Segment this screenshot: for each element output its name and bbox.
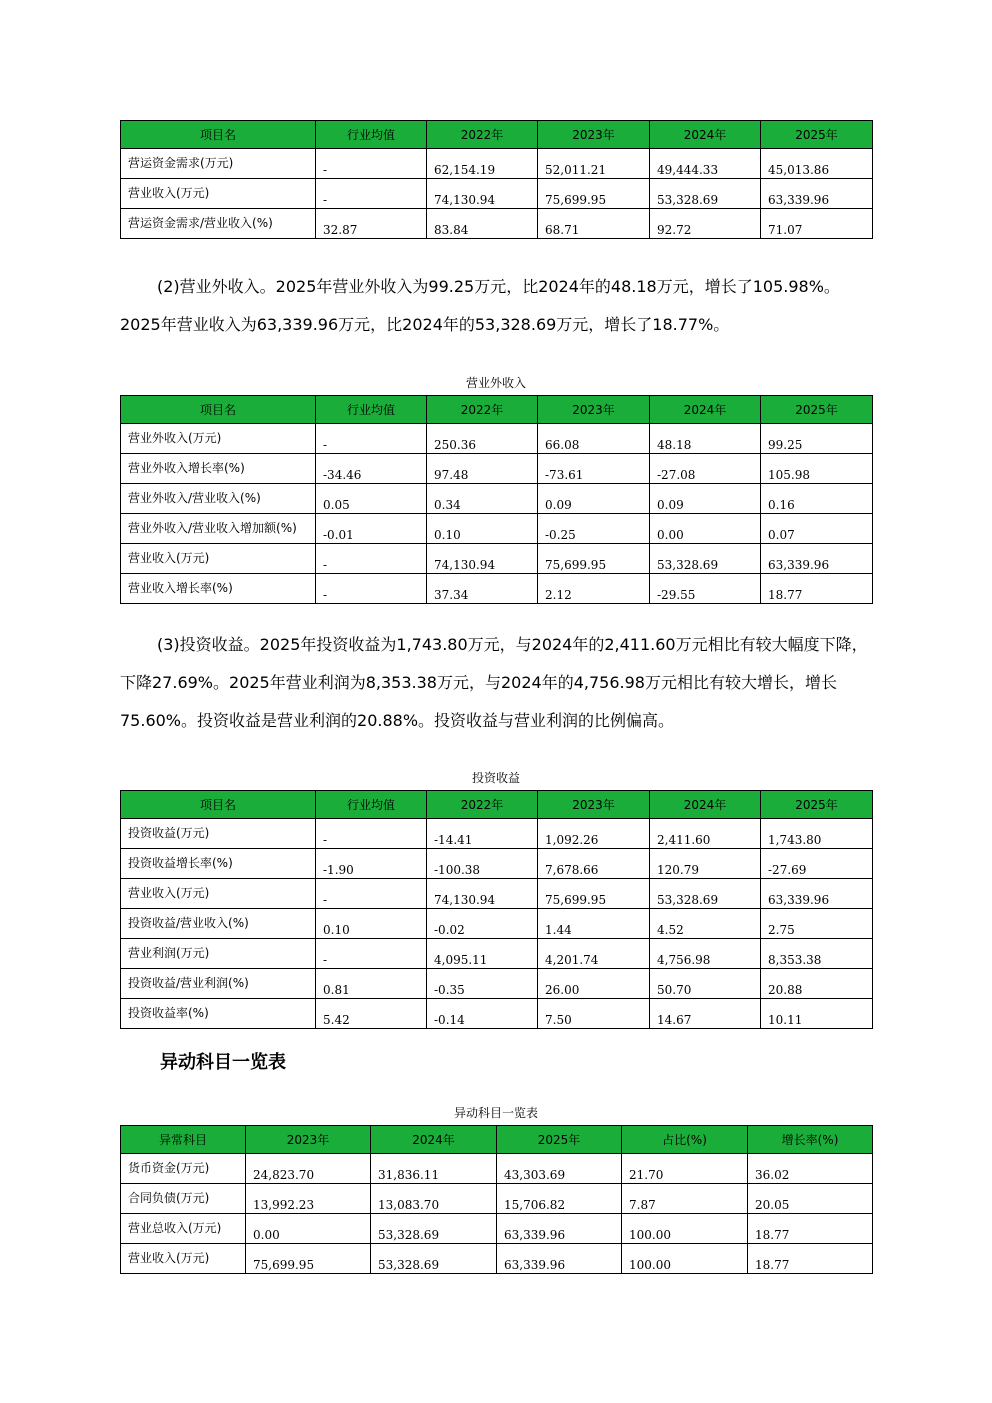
investment-income-table <box>120 790 873 1029</box>
value-cell: 43,303.69 <box>497 1154 622 1184</box>
value-cell: 7.50 <box>538 999 650 1029</box>
value-cell: -27.69 <box>761 849 873 879</box>
column-header: 行业均值 <box>316 791 427 819</box>
value-cell: 36.02 <box>748 1154 873 1184</box>
value-cell: - <box>316 879 427 909</box>
value-cell: -1.90 <box>316 849 427 879</box>
value-cell: 75,699.95 <box>538 179 650 209</box>
column-header: 项目名 <box>121 121 316 149</box>
value-cell: - <box>316 574 427 604</box>
value-cell: 21.70 <box>622 1154 748 1184</box>
value-cell: -73.61 <box>538 454 650 484</box>
row-label-cell: 营运资金需求(万元) <box>121 149 316 179</box>
value-cell: 74,130.94 <box>427 544 538 574</box>
value-cell: 53,328.69 <box>371 1214 497 1244</box>
table-row <box>121 849 873 879</box>
table-row <box>121 514 873 544</box>
value-cell: 74,130.94 <box>427 879 538 909</box>
value-cell: 4,201.74 <box>538 939 650 969</box>
value-cell: 100.00 <box>622 1214 748 1244</box>
value-cell: 18.77 <box>748 1244 873 1274</box>
value-cell: 2.12 <box>538 574 650 604</box>
row-label-cell: 营业收入(万元) <box>121 179 316 209</box>
value-cell: -0.01 <box>316 514 427 544</box>
value-cell: 53,328.69 <box>650 179 761 209</box>
value-cell: 31,836.11 <box>371 1154 497 1184</box>
table-caption-investment-income: 投资收益 <box>471 771 520 785</box>
table-header-row <box>121 396 873 424</box>
value-cell: 14.67 <box>650 999 761 1029</box>
value-cell: 100.00 <box>622 1244 748 1274</box>
value-cell: 52,011.21 <box>538 149 650 179</box>
table-header-row <box>121 1126 873 1154</box>
value-cell: - <box>316 939 427 969</box>
value-cell: 75,699.95 <box>538 544 650 574</box>
value-cell: 0.09 <box>538 484 650 514</box>
value-cell: 37.34 <box>427 574 538 604</box>
non-operating-income-table <box>120 395 873 604</box>
value-cell: 7,678.66 <box>538 849 650 879</box>
value-cell: 18.77 <box>748 1214 873 1244</box>
value-cell: 63,339.96 <box>761 179 873 209</box>
row-label-cell: 营业利润(万元) <box>121 939 316 969</box>
column-header: 2025年 <box>761 396 873 424</box>
column-header: 增长率(%) <box>748 1126 873 1154</box>
value-cell: -0.35 <box>427 969 538 999</box>
column-header: 2025年 <box>761 791 873 819</box>
value-cell: -27.08 <box>650 454 761 484</box>
paragraph-investment-income: (3)投资收益。2025年投资收益为1,743.80万元，与2024年的2,411.60万元相比有较大幅度下降，下降27.69%。2025年营业利润为8,353.38万元，与2024年的4,756.98万元相比有较大增长，增长75.60%。投资收益是营业利润的20.88%。投资收益与营业利润的比例偏高。 <box>120 635 868 730</box>
abnormal-items-table <box>120 1125 873 1274</box>
value-cell: 68.71 <box>538 209 650 239</box>
table-row <box>121 879 873 909</box>
row-label-cell: 投资收益/营业利润(%) <box>121 969 316 999</box>
value-cell: 45,013.86 <box>761 149 873 179</box>
value-cell: - <box>316 179 427 209</box>
table-row <box>121 909 873 939</box>
column-header: 2024年 <box>650 791 761 819</box>
value-cell: 0.81 <box>316 969 427 999</box>
value-cell: - <box>316 149 427 179</box>
value-cell: 99.25 <box>761 424 873 454</box>
table-row <box>121 939 873 969</box>
row-label-cell: 营业总收入(万元) <box>121 1214 246 1244</box>
row-label-cell: 营业外收入/营业收入(%) <box>121 484 316 514</box>
row-label-cell: 货币资金(万元) <box>121 1154 246 1184</box>
value-cell: 20.05 <box>748 1184 873 1214</box>
table-row <box>121 484 873 514</box>
value-cell: 92.72 <box>650 209 761 239</box>
value-cell: 8,353.38 <box>761 939 873 969</box>
column-header: 2024年 <box>371 1126 497 1154</box>
column-header: 2024年 <box>650 121 761 149</box>
value-cell: 63,339.96 <box>761 879 873 909</box>
row-label-cell: 营业收入(万元) <box>121 544 316 574</box>
row-label-cell: 投资收益增长率(%) <box>121 849 316 879</box>
value-cell: 63,339.96 <box>497 1244 622 1274</box>
paragraph-non-operating-income: (2)营业外收入。2025年营业外收入为99.25万元，比2024年的48.18万元，增长了105.98%。2025年营业收入为63,339.96万元，比2024年的53,328.69万元，增长了18.77%。 <box>120 277 840 334</box>
value-cell: - <box>316 819 427 849</box>
value-cell: 48.18 <box>650 424 761 454</box>
column-header: 项目名 <box>121 396 316 424</box>
column-header: 异常科目 <box>121 1126 246 1154</box>
row-label-cell: 营运资金需求/营业收入(%) <box>121 209 316 239</box>
table-row <box>121 1154 873 1184</box>
value-cell: 63,339.96 <box>497 1214 622 1244</box>
value-cell: 0.00 <box>650 514 761 544</box>
value-cell: 62,154.19 <box>427 149 538 179</box>
table-row <box>121 969 873 999</box>
value-cell: 250.36 <box>427 424 538 454</box>
column-header: 项目名 <box>121 791 316 819</box>
value-cell: - <box>316 424 427 454</box>
column-header: 行业均值 <box>316 121 427 149</box>
column-header: 2022年 <box>427 791 538 819</box>
value-cell: 0.00 <box>246 1214 371 1244</box>
value-cell: 0.10 <box>316 909 427 939</box>
value-cell: 26.00 <box>538 969 650 999</box>
value-cell: -14.41 <box>427 819 538 849</box>
column-header: 行业均值 <box>316 396 427 424</box>
value-cell: 32.87 <box>316 209 427 239</box>
value-cell: 75,699.95 <box>538 879 650 909</box>
column-header: 2022年 <box>427 396 538 424</box>
value-cell: 4.52 <box>650 909 761 939</box>
table-row <box>121 999 873 1029</box>
value-cell: 75,699.95 <box>246 1244 371 1274</box>
table-header-row <box>121 791 873 819</box>
row-label-cell: 营业收入增长率(%) <box>121 574 316 604</box>
column-header: 2023年 <box>538 791 650 819</box>
column-header: 2023年 <box>246 1126 371 1154</box>
value-cell: 83.84 <box>427 209 538 239</box>
value-cell: 66.08 <box>538 424 650 454</box>
value-cell: 0.10 <box>427 514 538 544</box>
value-cell: -100.38 <box>427 849 538 879</box>
table-row <box>121 209 873 239</box>
table-row <box>121 544 873 574</box>
row-label-cell: 营业外收入增长率(%) <box>121 454 316 484</box>
row-label-cell: 营业外收入/营业收入增加额(%) <box>121 514 316 544</box>
value-cell: 0.34 <box>427 484 538 514</box>
value-cell: 2,411.60 <box>650 819 761 849</box>
value-cell: -0.14 <box>427 999 538 1029</box>
value-cell: 24,823.70 <box>246 1154 371 1184</box>
value-cell: 63,339.96 <box>761 544 873 574</box>
value-cell: 71.07 <box>761 209 873 239</box>
value-cell: 18.77 <box>761 574 873 604</box>
value-cell: 4,095.11 <box>427 939 538 969</box>
value-cell: 0.16 <box>761 484 873 514</box>
column-header: 占比(%) <box>622 1126 748 1154</box>
table-row <box>121 1214 873 1244</box>
table-caption-abnormal-items: 异动科目一览表 <box>453 1106 538 1120</box>
value-cell: 7.87 <box>622 1184 748 1214</box>
value-cell: -0.02 <box>427 909 538 939</box>
row-label-cell: 投资收益/营业收入(%) <box>121 909 316 939</box>
table-header-row <box>121 121 873 149</box>
value-cell: 0.07 <box>761 514 873 544</box>
column-header: 2024年 <box>650 396 761 424</box>
value-cell: 1,092.26 <box>538 819 650 849</box>
value-cell: 74,130.94 <box>427 179 538 209</box>
value-cell: 2.75 <box>761 909 873 939</box>
value-cell: 13,992.23 <box>246 1184 371 1214</box>
row-label-cell: 投资收益(万元) <box>121 819 316 849</box>
row-label-cell: 营业收入(万元) <box>121 1244 246 1274</box>
value-cell: 1,743.80 <box>761 819 873 849</box>
column-header: 2023年 <box>538 121 650 149</box>
value-cell: 10.11 <box>761 999 873 1029</box>
row-label-cell: 合同负债(万元) <box>121 1184 246 1214</box>
table-caption-non-operating-income: 营业外收入 <box>465 376 526 390</box>
table-row <box>121 179 873 209</box>
table-row <box>121 149 873 179</box>
row-label-cell: 投资收益率(%) <box>121 999 316 1029</box>
value-cell: 49,444.33 <box>650 149 761 179</box>
value-cell: 120.79 <box>650 849 761 879</box>
column-header: 2025年 <box>497 1126 622 1154</box>
value-cell: -0.25 <box>538 514 650 544</box>
table-row <box>121 454 873 484</box>
value-cell: 53,328.69 <box>650 544 761 574</box>
table-row <box>121 574 873 604</box>
section-heading-abnormal-items: 异动科目一览表 <box>160 1052 286 1073</box>
value-cell: 0.05 <box>316 484 427 514</box>
value-cell: 0.09 <box>650 484 761 514</box>
value-cell: 1.44 <box>538 909 650 939</box>
value-cell: -29.55 <box>650 574 761 604</box>
column-header: 2023年 <box>538 396 650 424</box>
value-cell: 105.98 <box>761 454 873 484</box>
value-cell: 5.42 <box>316 999 427 1029</box>
value-cell: 53,328.69 <box>371 1244 497 1274</box>
column-header: 2025年 <box>761 121 873 149</box>
value-cell: 15,706.82 <box>497 1184 622 1214</box>
value-cell: 50.70 <box>650 969 761 999</box>
value-cell: 4,756.98 <box>650 939 761 969</box>
value-cell: -34.46 <box>316 454 427 484</box>
working-capital-table <box>120 120 873 239</box>
value-cell: 53,328.69 <box>650 879 761 909</box>
value-cell: 13,083.70 <box>371 1184 497 1214</box>
table-row <box>121 819 873 849</box>
table-row <box>121 1184 873 1214</box>
value-cell: 20.88 <box>761 969 873 999</box>
value-cell: - <box>316 544 427 574</box>
row-label-cell: 营业收入(万元) <box>121 879 316 909</box>
column-header: 2022年 <box>427 121 538 149</box>
table-row <box>121 424 873 454</box>
value-cell: 97.48 <box>427 454 538 484</box>
row-label-cell: 营业外收入(万元) <box>121 424 316 454</box>
table-row <box>121 1244 873 1274</box>
